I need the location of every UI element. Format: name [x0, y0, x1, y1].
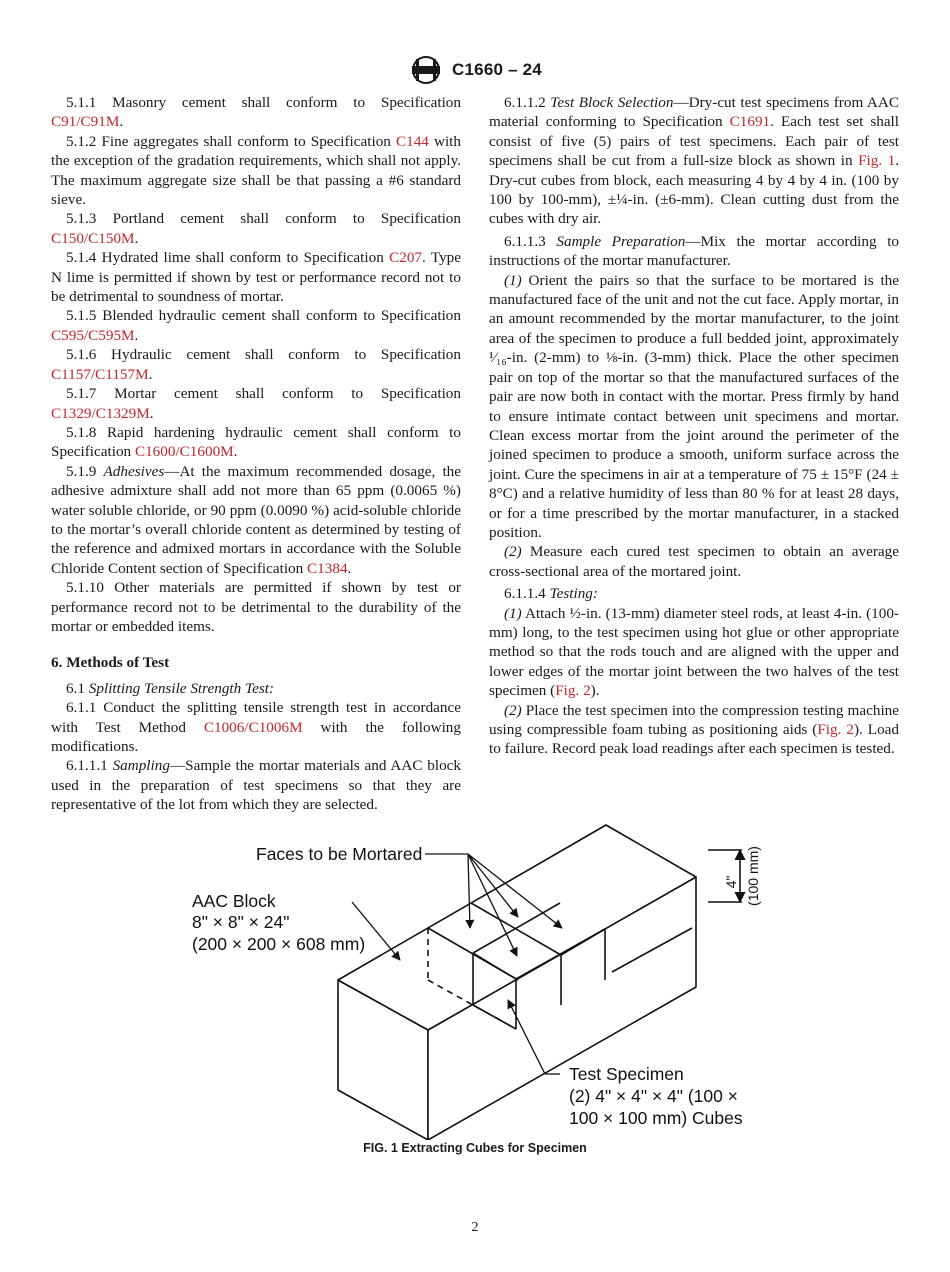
page-header: [0, 52, 950, 88]
spec-link[interactable]: C1384: [307, 559, 348, 577]
spec-link[interactable]: C150/C150M: [51, 229, 135, 247]
spec-link[interactable]: C1329/C1329M: [51, 404, 150, 422]
figure-link[interactable]: Fig. 2: [555, 682, 591, 700]
para-5-1-9: 5.1.9 Adhesives—At the maximum recommended dosage, the adhesive admixture shall add not more than 65 ppm (0.0065 %) water soluble chloride, or 90 ppm (0.0090 %) acid-soluble chloride to the mortar’s overall chloride content as determined by testing of the reference and admixed mortars in accordance with the Soluble Chloride Content section of Specification C1384.: [51, 462, 461, 577]
para-6-1-1-3: 6.1.1.3 Sample Preparation—Mix the mortar according to instructions of the mortar manufacturer.: [489, 232, 900, 270]
figure-link[interactable]: Fig. 2: [817, 721, 854, 738]
document-id: C1660 – 24: [452, 60, 542, 79]
figure-caption: FIG. 1 Extracting Cubes for Specimen: [363, 1141, 587, 1155]
left-column: [51, 93, 461, 815]
spec-link[interactable]: C1600/C1600M: [134, 443, 234, 461]
label-test-specimen: Test Specimen: [569, 1064, 684, 1084]
spec-link[interactable]: C144: [395, 132, 429, 150]
para-5-1-10: 5.1.10 Other materials are permitted if shown by test or performance record not to be detrimental to the durability of the mortar or embedded items.: [51, 579, 461, 635]
figure-1: [180, 820, 770, 1140]
block-diagram: [180, 820, 770, 1140]
label-dim-in: 4": [723, 875, 739, 889]
para-6-1-1-2: 6.1.1.2 Test Block Selection—Dry-cut test specimens from AAC material conforming to Specification C1691. Each test set shall consist of five (5) pairs of test specimens. Each pair of test specimens shall be cut from a full-size block as shown in Fig. 1. Dry-cut cubes from block, each measuring 4 by 4 by 4 in. (100 by 100 by 100-mm), ±¼-in. (±6-mm). Clean cutting dust from the cubes with dry air.: [489, 94, 899, 228]
para-5-1-5: 5.1.5 Blended hydraulic cement shall conform to Specification C595/C595M.: [51, 307, 461, 344]
label-specimen-dims-2: 100 × 100 mm) Cubes: [569, 1108, 743, 1128]
label-dim-mm: (100 mm): [745, 846, 761, 906]
para-6-1-1-1: 6.1.1.1 Sampling—Sample the mortar materials and AAC block used in the preparation of test specimens so that they are representative of the lot from which they are selected.: [51, 757, 462, 814]
label-faces-to-be-mortared: Faces to be Mortared: [256, 844, 423, 864]
section-6-heading: 6. Methods of Test: [51, 654, 170, 672]
para-5-1-7: 5.1.7 Mortar cement shall conform to Specification C1329/C1329M.: [51, 385, 461, 422]
para-6-1-1-3-1: (1) Orient the pairs so that the surface to be mortared is the manufactured face of the unit and not the cut face. Apply mortar, in an amount recommended by the mortar manufacturer, to the joint area of the specimen to produce a full bedded joint, approximately ¹⁄₁₆-in. (2-mm) to ⅛-in. (3-mm) thick. Place the other specimen pair on top of the mortar so that the manufactured surfaces of the pair are now both in contact with the mortar. Press firmly by hand to ensure intimate contact between unit specimens and mortar. Clean excess mortar from the joint around the perimeter of the joined specimen to produce a smooth, uniform surface across the joint. Cure the specimens in air at a temperature of 75 ± 15°F (24 ± 8°C) and a relative humidity of less than 80 % for at least 28 days, or for a time prescribed by the mortar manufacturer, in a stacked position.: [489, 271, 899, 541]
para-5-1-2: 5.1.2 Fine aggregates shall conform to Specification C144 with the exception of the gradation requirements, which shall not apply. The maximum aggregate size shall be that passing a #6 standard sieve.: [51, 132, 461, 209]
label-aac-block: AAC Block: [192, 891, 276, 911]
spec-link[interactable]: C91/C91M: [51, 113, 120, 131]
para-6-1: 6.1 Splitting Tensile Strength Test:: [66, 679, 275, 697]
spec-link[interactable]: C207: [389, 249, 423, 267]
spec-link[interactable]: C595/C595M: [51, 326, 135, 344]
label-block-dims-mm: (200 × 200 × 608 mm): [192, 934, 366, 954]
page-number: 2: [471, 1220, 479, 1235]
para-6-1-1-4-2: (2) Place the test specimen into the compression testing machine using compressible foam tubing as positioning aids (Fig. 2). Load to failure. Record peak load readings after each specimen is tested.: [489, 701, 900, 758]
label-specimen-dims-1: (2) 4" × 4" × 4" (100 ×: [569, 1086, 738, 1106]
para-6-1-1-4: 6.1.1.4 Testing:: [504, 585, 598, 603]
para-6-1-1-4-1: (1) Attach ½-in. (13-mm) diameter steel rods, at least 4-in. (100-mm) long, to the test specimen using hot glue or other appropriate method so that the rods touch and are aligned with the upper and lower edges of the mortar joint between the two halves of the test specimen (Fig. 2).: [489, 604, 899, 700]
right-column: [489, 93, 899, 759]
spec-link[interactable]: C1691: [729, 113, 771, 131]
spec-link[interactable]: C1006/C1006M: [203, 718, 303, 736]
para-5-1-6: 5.1.6 Hydraulic cement shall conform to Specification C1157/C1157M.: [51, 346, 461, 383]
para-5-1-4: 5.1.4 Hydrated lime shall conform to Specification C207. Type N lime is permitted if shown by test or performance record not to be detrimental to soundness of mortar.: [51, 249, 462, 306]
spec-link[interactable]: C1157/C1157M: [51, 365, 149, 383]
astm-logo-icon: [408, 55, 444, 85]
label-block-dims-in: 8" × 8" × 24": [192, 912, 290, 932]
para-5-1-3: 5.1.3 Portland cement shall conform to Specification C150/C150M.: [51, 210, 461, 247]
para-5-1-8: 5.1.8 Rapid hardening hydraulic cement shall conform to Specification C1600/C1600M.: [51, 423, 461, 461]
para-5-1-1: 5.1.1 Masonry cement shall conform to Specification C91/C91M.: [51, 94, 461, 131]
para-6-1-1-3-2: (2) Measure each cured test specimen to obtain an average cross-sectional area of the mortared joint.: [489, 543, 899, 580]
para-6-1-1: 6.1.1 Conduct the splitting tensile strength test in accordance with Test Method C1006/C1006M with the following modifications.: [51, 699, 461, 755]
figure-link[interactable]: Fig. 1: [858, 152, 896, 170]
